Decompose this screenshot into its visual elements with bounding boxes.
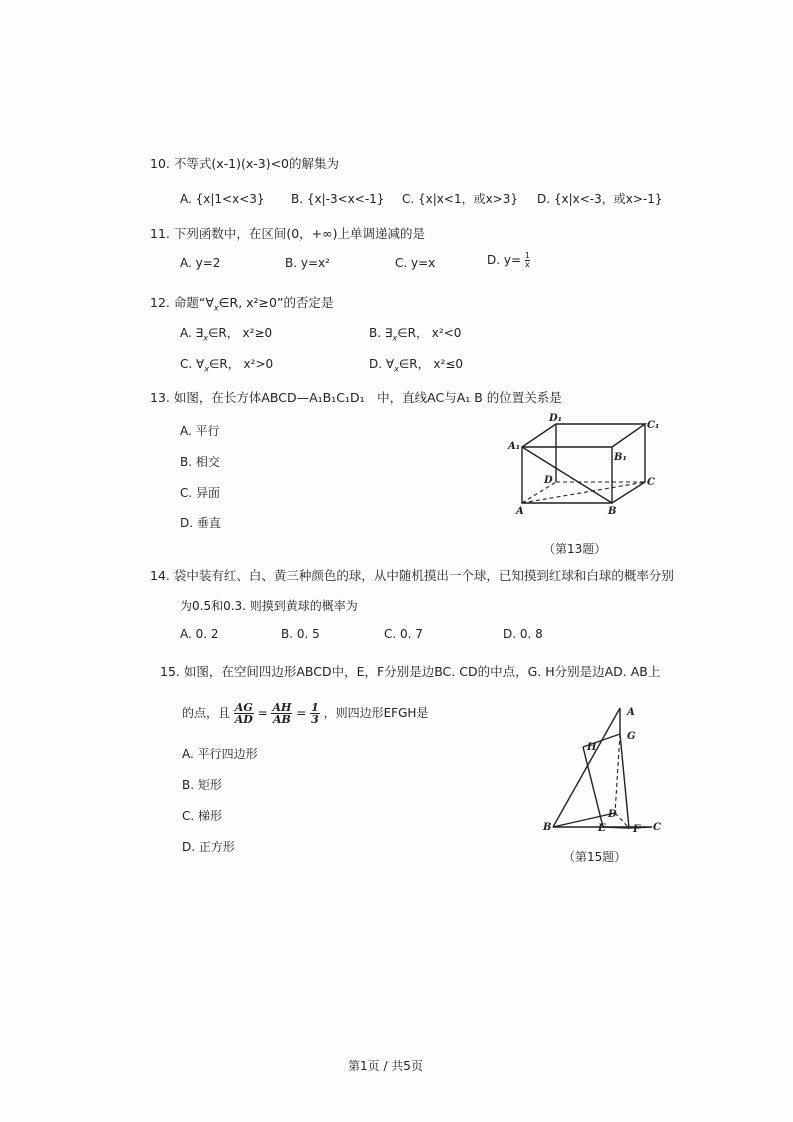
q13-option-c: C. 异面	[180, 486, 221, 500]
q15-option-a: A. 平行四边形	[182, 747, 258, 761]
svg-text:D₁: D₁	[549, 413, 563, 424]
svg-text:B: B	[608, 506, 617, 517]
svg-text:A₁: A₁	[508, 441, 521, 452]
svg-text:B₁: B₁	[614, 452, 627, 463]
q14-stem: 14. 袋中装有红、白、黄三种颜色的球，从中随机摸出一个球，已知摸到红球和白球的概率分别	[150, 568, 674, 583]
svg-text:C: C	[647, 477, 655, 488]
fraction-one-third: $\frac{1}{3}$	[311, 701, 319, 726]
q15-tetrahedron-figure	[553, 708, 652, 828]
q11-option-d-label: D. y=	[487, 253, 522, 267]
svg-text:C: C	[653, 822, 661, 833]
q14-option-d: D. 0. 8	[503, 627, 543, 641]
q14-stem-continued: 为0.5和0.3. 则摸到黄球的概率为	[180, 599, 358, 613]
q12-option-d: D. $\forall_x\in R$， x²≤0	[369, 357, 464, 374]
svg-text:B: B	[543, 822, 552, 833]
q13-option-b: B. 相交	[180, 455, 220, 469]
q10-stem: 10. 不等式(x-1)(x-3)<0的解集为	[150, 156, 340, 171]
svg-text:C₁: C₁	[647, 420, 660, 431]
q15-stem: 15. 如图，在空间四边形ABCD中，E，F分别是边BC. CD的中点，G. H分别是边AD. AB上	[160, 664, 661, 679]
svg-text:G: G	[627, 731, 636, 742]
svg-text:D: D	[608, 809, 617, 820]
svg-text:F: F	[633, 824, 641, 835]
q11-option-c: C. y=x	[395, 256, 436, 270]
svg-text:A: A	[516, 506, 524, 517]
q13-figure-caption: （第13题）	[543, 542, 607, 556]
svg-text:H: H	[587, 742, 597, 753]
fraction-ah-ab: $\frac{AH}{AB}$	[272, 701, 292, 726]
fraction-ag-ad: $\frac{AG}{AD}$	[234, 701, 253, 726]
page-footer: 第1页 / 共5页	[348, 1059, 423, 1073]
q11-option-b: B. y=x²	[285, 256, 330, 270]
q15-option-d: D. 正方形	[182, 840, 235, 854]
q15-option-b: B. 矩形	[182, 778, 222, 792]
q11-stem: 11. 下列函数中，在区间(0，+∞)上单调递减的是	[150, 226, 425, 241]
q10-option-a: A. {x|1<x<3}	[180, 192, 265, 206]
q13-stem: 13. 如图，在长方体ABCD—A₁B₁C₁D₁ 中，直线AC与A₁ B 的位置关系是	[150, 390, 562, 405]
fraction: $\frac{1}{x}$	[524, 251, 530, 269]
q10-option-c: C. {x|x<1，或x>3}	[402, 192, 519, 206]
svg-text:E: E	[598, 823, 606, 834]
q15-stem-continued: 的点，且 $\frac{AG}{AD}$ = $\frac{AH}{AB}$ = $\frac{1}{3}$ ，则四边形EFGH是	[182, 701, 429, 726]
q13-cuboid-figure	[522, 424, 645, 503]
q10-option-d: D. {x|x<-3，或x>-1}	[537, 192, 663, 206]
q12-option-a: A. $\exists_x\in R$， x²≥0	[180, 326, 273, 343]
q13-option-d: D. 垂直	[180, 516, 221, 530]
svg-text:A: A	[627, 707, 635, 718]
q15-option-c: C. 梯形	[182, 809, 223, 823]
q11-option-a: A. y=2	[180, 256, 221, 270]
q13-option-a: A. 平行	[180, 424, 220, 438]
svg-text:D: D	[544, 475, 553, 486]
q14-option-a: A. 0. 2	[180, 627, 219, 641]
q12-stem: 12. 命题“$\forall_x\in R$, x²≥0”的否定是	[150, 295, 334, 313]
q15-figure-caption: （第15题）	[563, 850, 627, 864]
q12-option-b: B. $\exists_x\in R$， x²<0	[369, 326, 462, 343]
q12-option-c: C. $\forall_x\in R$， x²>0	[180, 357, 274, 374]
q10-option-b: B. {x|-3<x<-1}	[291, 192, 385, 206]
q14-option-b: B. 0. 5	[281, 627, 320, 641]
q14-option-c: C. 0. 7	[384, 627, 423, 641]
